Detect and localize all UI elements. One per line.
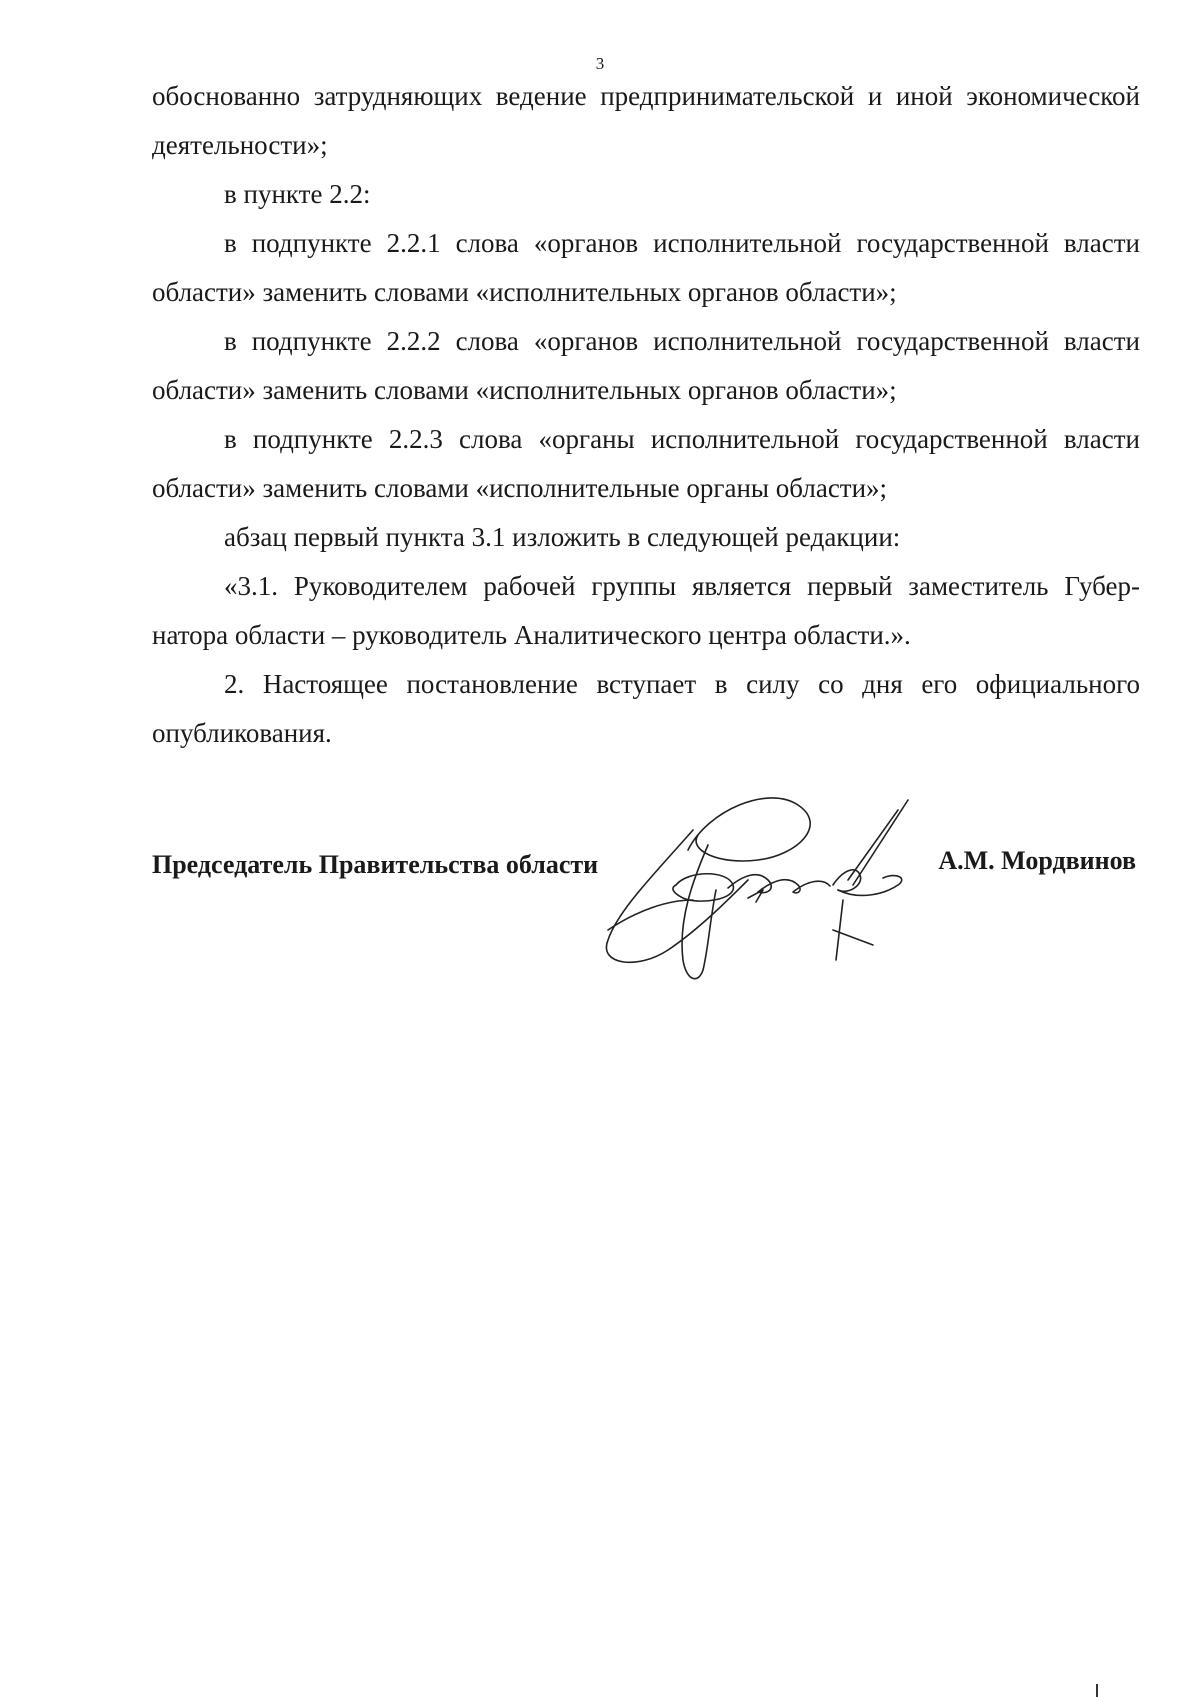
paragraph-point-3-1-intro: абзац первый пункта 3.1 изложить в следующей редакции: bbox=[224, 522, 901, 552]
signatory-position: Председатель Правительства области bbox=[152, 850, 599, 879]
paragraph-subpoint-2-2-3: в подпункте 2.2.3 слова «органы исполнительной государственной власти области» заменить словами «исполнительные органы области»; bbox=[152, 424, 1140, 503]
paragraph-point-3-1-text: «3.1. Руководителем рабочей группы является первый заместитель Губернатора области – руководитель Аналитического центра области.». bbox=[152, 571, 1140, 650]
paragraph-effective-date: 2. Настоящее постановление вступает в силу со дня его официального опубликования. bbox=[152, 669, 1140, 748]
document-body bbox=[152, 72, 1140, 758]
signatory-name: А.М. Мордвинов bbox=[938, 846, 1136, 875]
page-number: 3 bbox=[595, 54, 605, 73]
paragraph-point-2-2: в пункте 2.2: bbox=[224, 179, 371, 209]
paragraph-continuation: обоснованно затрудняющих ведение предпринимательской и иной экономической деятельности»; bbox=[152, 81, 1140, 160]
edge-scan-mark bbox=[1096, 1684, 1098, 1697]
handwritten-signature bbox=[598, 790, 948, 990]
paragraph-subpoint-2-2-1: в подпункте 2.2.1 слова «органов исполнительной государственной власти области» заменить словами «исполнительных органов области»; bbox=[152, 228, 1140, 307]
paragraph-subpoint-2-2-2: в подпункте 2.2.2 слова «органов исполнительной государственной власти области» заменить словами «исполнительных органов области»; bbox=[152, 326, 1140, 405]
